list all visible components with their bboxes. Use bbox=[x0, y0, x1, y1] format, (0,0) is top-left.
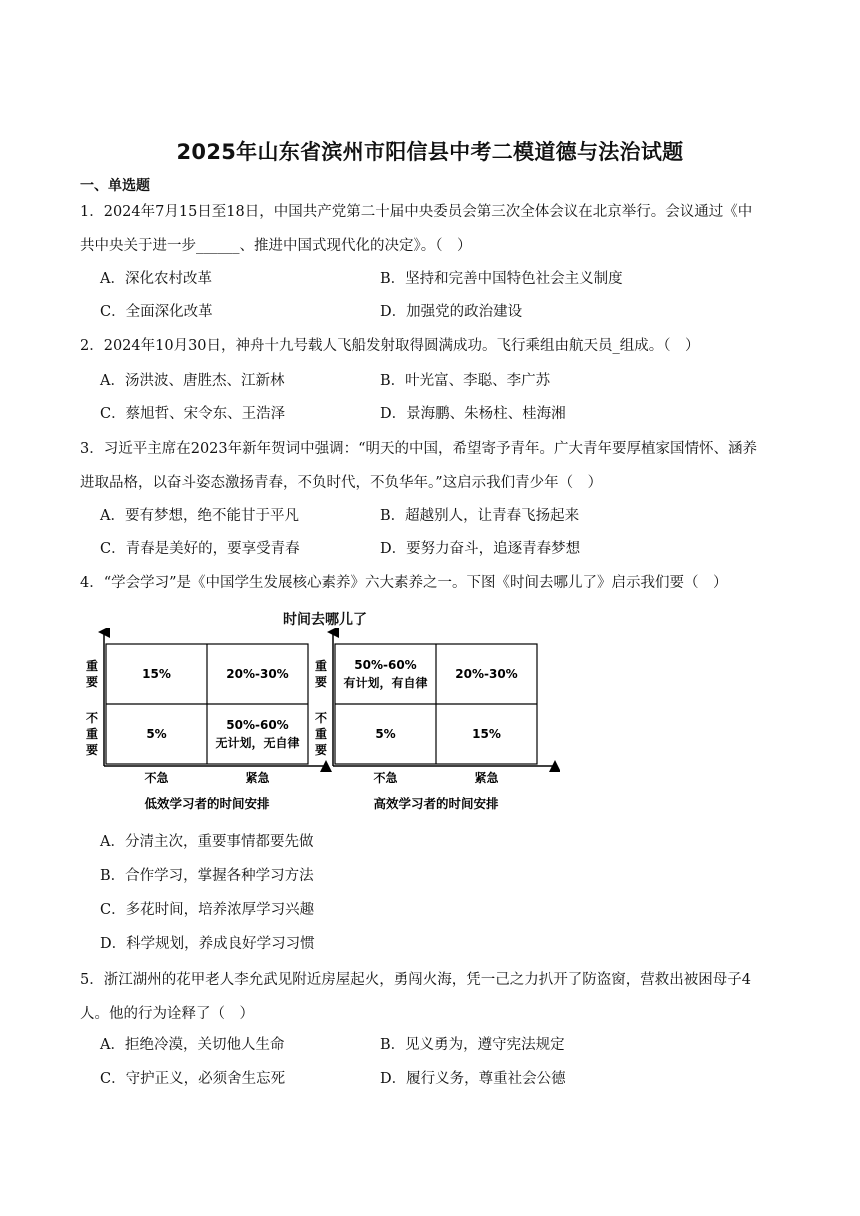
question-4-option-a: A．分清主次，重要事情都要先做 bbox=[100, 834, 314, 850]
question-4-option-d: D．科学规划，养成良好学习习惯 bbox=[100, 936, 315, 952]
row-label: 重要 bbox=[85, 659, 99, 689]
section-heading: 一、单选题 bbox=[80, 178, 150, 194]
question-5-option-b: B．见义勇为，遵守宪法规定 bbox=[380, 1037, 565, 1053]
question-2-option-a: A．汤洪波、唐胜杰、江新林 bbox=[100, 373, 285, 389]
column-label: 紧急 bbox=[474, 771, 499, 785]
question-2-option-b: B．叶光富、李聪、李广苏 bbox=[380, 373, 551, 389]
matrix-cell-value: 20%-30% bbox=[226, 667, 289, 681]
question-3-option-b: B．超越别人，让青春飞扬起来 bbox=[380, 508, 580, 524]
question-4-option-b: B．合作学习，掌握各种学习方法 bbox=[100, 868, 314, 884]
question-stem-line: 进取品格，以奋斗姿态激扬青春，不负时代，不负华年。”这启示我们青少年（ ） bbox=[80, 475, 603, 491]
question-stem-line: 2．2024年10月30日，神舟十九号载人飞船发射取得圆满成功。飞行乘组由航天员_组成。（ ） bbox=[80, 338, 700, 354]
column-label: 不急 bbox=[144, 771, 169, 785]
row-label: 不重要 bbox=[314, 711, 328, 757]
column-label: 紧急 bbox=[245, 771, 270, 785]
question-1-stem bbox=[80, 195, 785, 263]
question-stem-line: 共中央关于进一步______、推进中国式现代化的决定》。（ ） bbox=[80, 238, 472, 254]
matrix-cell-value: 5% bbox=[146, 727, 167, 741]
question-3-stem bbox=[80, 432, 785, 500]
question-2-option-c: C．蔡旭哲、宋令东、王浩泽 bbox=[100, 406, 286, 422]
question-4-option-c: C．多花时间，培养浓厚学习兴趣 bbox=[100, 902, 315, 918]
chart-title: 时间去哪儿了 bbox=[283, 612, 367, 628]
page-title: 2025年山东省滨州市阳信县中考二模道德与法治试题 bbox=[176, 140, 684, 164]
question-3-option-a: A．要有梦想，绝不能甘于平凡 bbox=[100, 508, 299, 524]
matrix-cell-value: 50%-60%无计划，无自律 bbox=[215, 718, 300, 750]
matrix-cell-value: 50%-60%有计划，有自律 bbox=[343, 658, 428, 690]
question-1-option-d: D．加强党的政治建设 bbox=[380, 304, 523, 320]
question-3-option-c: C．青春是美好的，要享受青春 bbox=[100, 541, 300, 557]
question-1-option-b: B．坚持和完善中国特色社会主义制度 bbox=[380, 271, 623, 287]
question-stem-line: 4．“学会学习”是《中国学生发展核心素养》六大素养之一。下图《时间去哪儿了》启示我们要（ ） bbox=[80, 575, 728, 591]
panel-caption: 低效学习者的时间安排 bbox=[144, 796, 270, 811]
time-matrix-chart bbox=[80, 628, 560, 818]
question-4-stem bbox=[80, 566, 785, 600]
matrix-cell-value: 15% bbox=[472, 727, 501, 741]
question-stem-line: 1．2024年7月15日至18日，中国共产党第二十届中央委员会第三次全体会议在北京举行。会议通过《中 bbox=[80, 204, 753, 220]
matrix-cell-value: 15% bbox=[142, 667, 171, 681]
question-1-option-a: A．深化农村改革 bbox=[100, 271, 212, 287]
question-2-stem bbox=[80, 329, 785, 363]
question-stem-line: 3．习近平主席在2023年新年贺词中强调：“明天的中国，希望寄予青年。广大青年要厚植家国情怀、涵养 bbox=[80, 441, 758, 457]
row-label: 重要 bbox=[314, 659, 328, 689]
question-5-option-d: D．履行义务，尊重社会公德 bbox=[380, 1071, 566, 1087]
question-1-option-c: C．全面深化改革 bbox=[100, 304, 213, 320]
question-5-option-c: C．守护正义，必须舍生忘死 bbox=[100, 1071, 286, 1087]
question-5-stem bbox=[80, 963, 785, 1031]
question-5-option-a: A．拒绝冷漠，关切他人生命 bbox=[100, 1037, 285, 1053]
question-stem-line: 人。他的行为诠释了（ ） bbox=[80, 1006, 254, 1022]
question-2-option-d: D．景海鹏、朱杨柱、桂海湘 bbox=[380, 406, 566, 422]
matrix-cell-value: 5% bbox=[375, 727, 396, 741]
column-label: 不急 bbox=[373, 771, 398, 785]
row-label: 不重要 bbox=[85, 711, 99, 757]
panel-caption: 高效学习者的时间安排 bbox=[373, 796, 499, 811]
question-stem-line: 5．浙江湖州的花甲老人李允武见附近房屋起火，勇闯火海，凭一己之力扒开了防盗窗，营救出被困母子4 bbox=[80, 972, 751, 988]
matrix-cell-value: 20%-30% bbox=[455, 667, 518, 681]
question-3-option-d: D．要努力奋斗，追逐青春梦想 bbox=[380, 541, 581, 557]
